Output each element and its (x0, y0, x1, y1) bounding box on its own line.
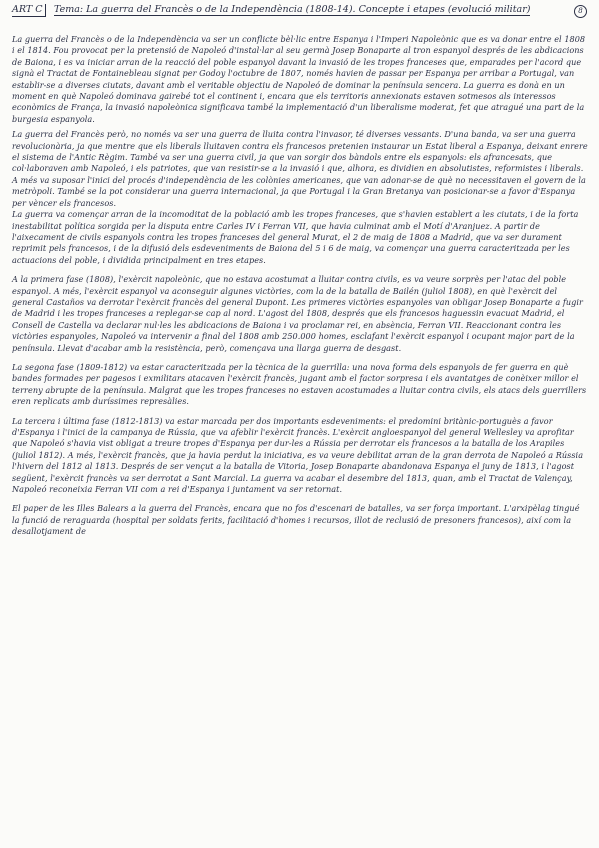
paragraph-third-phase: La tercera i última fase (1812-1813) va estar marcada per dos importants esdeveniments: el predomini britànic-portuguès a favor d'Espanya i l'inici de la campanya de Rússia, que va afeblir l'exèrcit francès. L'exèrcit angloespanyol del general Wellesley va aprofitar que Napoleó s'havia vist obligat a treure tropes d'Espanya per dur-les a Rússia per derrotar els francesos a la batalla de los Arapiles (juliol 1812). A més, l'exèrcit francès, que ja havia perdut la iniciativa, es va veure debilitat arran de la gran derrota de Napoleó a Rússia l'hivern del 1812 al 1813. Després de ser vençut a la batalla de Vitoria, Josep Bonaparte abandonava Espanya el juny de 1813, i l'agost següent, l'exèrcit francès va ser derrotat a Sant Marcial. La guerra va acabar el desembre del 1813, quan, amb el Tractat de Valençay, Napoleó reconeixia Ferran VII com a rei d'Espanya i juntament va ser retornat. (12, 415, 584, 495)
paragraph-aspects: La guerra del Francès però, no només va ser una guerra de lluita contra l'invasor, té diverses vessants. D'una banda, va ser una guerra revolucionària, ja que mentre que els liberals lluitaven contra els francesos pretenien instaurar un Estat liberal a Espanya, deixant enrere el sistema de l'Antic Règim. També va ser una guerra civil, ja que van sorgir dos bàndols entre els espanyols: els afrancesats, que col·laboraven amb Napoleó, i els patriotes, que van resistir-se a la invasió i que, alhora, es dividien en absolutistes, reformistes i liberals. A més va suposar l'inici del procés d'independència de les colònies americanes, que van adonar-se de què no necessitaven el govern de la metròpoli. També se la pot considerar una guerra internacional, ja que Portugal i la Gran Bretanya van posicionar-se a favor d'Espanya per vèncer els francesos. (12, 129, 588, 208)
paragraph-introduction: La guerra del Francès o de la Independència va ser un conflicte bèl·lic entre Espanya i l'Imperi Napoleònic que es va donar entre el 1808 i el 1814. Fou provocat per la pretensió de Napoleó d'instal·lar al seu germà Josep Bonaparte al tron espanyol després de les abdicacions de Baiona, i es va iniciar arran de la reacció del poble espanyol davant la invasió de les tropes franceses que, emparades per l'acord que signà el Tractat de Fontainebleau signat per Godoy l'octubre de 1807, només havien de passar per Espanya per arribar a Portugal, van establir-se a diverses ciutats, davant amb el veritable objectiu de Napoleó de dominar la península sencera. La guerra es donà en un moment en què Napoleó dominava gairebé tot el continent i, encara que els territoris annexionats estaven sotmesos als interessos econòmics de França, la invasió napoleònica significava també la implementació d'un liberalisme moderat, fet que atragué una part de la burgesia espanyola. (12, 34, 586, 124)
page-title-text: Tema: La guerra del Francès o de la Independència (1808-14). Concepte i etapes (evolució militar) (54, 4, 531, 15)
paragraph-outbreak: La guerra va començar arran de la incomoditat de la població amb les tropes franceses, que s'havien establert a les ciutats, i de la forta inestabilitat política sorgida per la disputa entre Carles IV i Ferran VII, que havia culminat amb el Motí d'Aranjuez. A partir de l'aixecament de civils espanyols contra les tropes franceses del general Murat, el 2 de maig de 1808 a Madrid, que va ser durament reprimit pels francesos, i de la difusió dels esdeveniments de Baiona del 5 i 6 de maig, va començar una guerra caracteritzada per les actuacions del poble, i dividida principalment en tres etapes. (12, 209, 579, 265)
page-title (54, 4, 564, 16)
section-tag: ART C (12, 4, 46, 17)
paragraph-first-phase: A la primera fase (1808), l'exèrcit napoleònic, que no estava acostumat a lluitar contra civils, es va veure sorprès per l'atac del poble espanyol. A més, l'exèrcit espanyol va aconseguir algunes victòries, com la de la batalla de Bailén (juliol 1808), en què l'exèrcit del general Castaños va derrotar l'exèrcit francès del general Dupont. Les primeres victòries espanyoles van obligar Josep Bonaparte a fugir de Madrid i les tropes franceses a replegar-se cap al nord. L'agost del 1808, després que els francesos haguessin evacuat Madrid, el Consell de Castella va declarar nul·les les abdicacions de Baiona i va proclamar rei, en absència, Ferran VII. Reaccionant contra les victòries espanyoles, Napoleó va intervenir a final del 1808 amb 250.000 homes, esclafant l'exèrcit espanyol i ocupant major part de la península. Llevat d'acabar amb la resistència, però, començava una llarga guerra de desgast. (12, 274, 583, 353)
paragraph-second-phase: La segona fase (1809-1812) va estar caracteritzada per la tècnica de la guerrilla: una nova forma dels espanyols de fer guerra en què bandes formades per pagesos i exmilitars atacaven l'exèrcit francès, jugant amb el factor sorpresa i els avantatges de conèixer millor el terreny abrupte de la península. Malgrat que les tropes franceses no estaven acostumades a lluitar contra civils, els atacs dels guerrillers eren replicats amb duríssimes represàlies. (12, 361, 587, 407)
page-number: 8 (574, 5, 587, 18)
page-header (12, 4, 589, 34)
paragraph-balearic-islands: El paper de les Illes Balears a la guerra del Francès, encara que no fos d'escenari de batalles, va ser força important. L'arxipèlag tingué la funció de reraguarda (hospital per soldats ferits, facilitació d'homes i recursos, illot de reclusió de presoners francesos), així com la desallotjament de (12, 503, 580, 537)
